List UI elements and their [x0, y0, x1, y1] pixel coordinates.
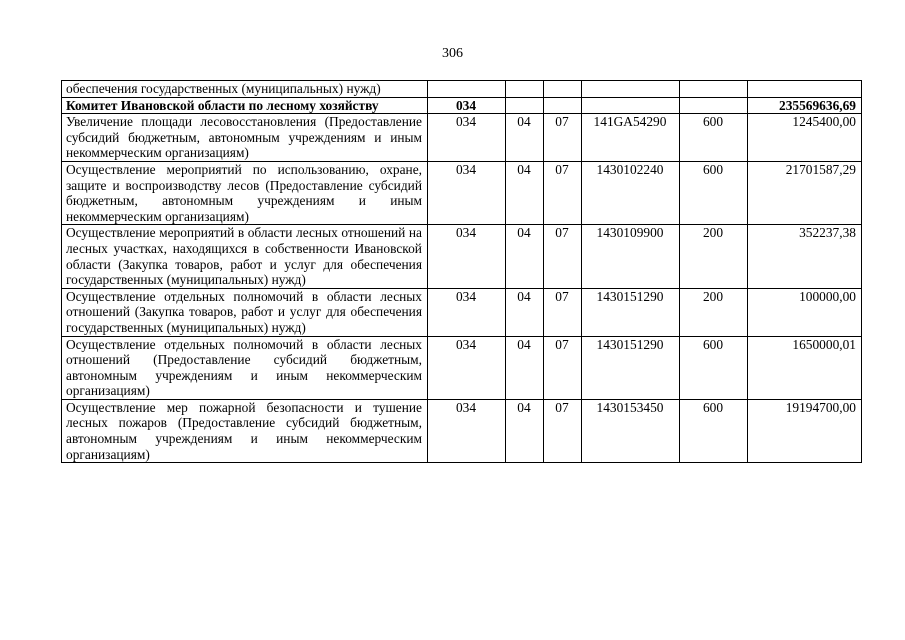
- item-name-line: работ и услуг для обеспечения государственных: [66, 256, 422, 288]
- amount-cell: 235569636,69: [748, 97, 862, 114]
- amount-cell: 1245400,00: [748, 114, 862, 162]
- item-name-line: нужд): [271, 319, 306, 335]
- item-name-cell: [62, 399, 428, 462]
- item-name-line: отношений на лесных участках, находящихся в: [66, 225, 422, 256]
- target-article-cell: 1430151290: [582, 336, 680, 399]
- table-row: [62, 225, 862, 288]
- expense-type-cell: 200: [680, 225, 748, 288]
- admin-code-cell: 034: [428, 399, 506, 462]
- item-name-line: обеспечения государственных (муниципальных): [66, 81, 344, 96]
- item-name-cell: [62, 114, 428, 162]
- item-name-line: тушение лесных пожаров (Предоставление субсидий: [66, 399, 422, 431]
- table-row: [62, 161, 862, 224]
- admin-code-cell: 034: [428, 161, 506, 224]
- item-name-line: Осуществление отдельных полномочий в области: [66, 336, 372, 352]
- item-name-line: нужд): [346, 81, 381, 96]
- item-name-cell: [62, 161, 428, 224]
- item-name-line: Осуществление мероприятий в области лесных: [66, 225, 338, 241]
- amount-cell: 1650000,01: [748, 336, 862, 399]
- section-cell: [506, 97, 544, 114]
- item-name-line: некоммерческим организациям): [66, 367, 422, 399]
- admin-code-cell: 034: [428, 288, 506, 336]
- section-cell: 04: [506, 288, 544, 336]
- item-name-line: некоммерческим организациям): [66, 431, 422, 462]
- item-name-line: для обеспечения государственных (муниципальных): [66, 304, 423, 335]
- expense-type-cell: [680, 81, 748, 98]
- item-name-line: (муниципальных) нужд): [166, 272, 306, 288]
- expense-type-cell: 600: [680, 336, 748, 399]
- item-name-line: бюджетным, автономным учреждениям и иным: [66, 415, 422, 447]
- item-name-line: Осуществление мер пожарной безопасности и: [66, 399, 362, 415]
- amount-cell: 21701587,29: [748, 161, 862, 224]
- subsection-cell: 07: [544, 225, 582, 288]
- section-cell: 04: [506, 161, 544, 224]
- table-body: [62, 81, 862, 463]
- item-name-line: охране, защите и воспроизводству лесов: [66, 161, 422, 193]
- item-name-line: (Предоставление субсидий бюджетным, автономным: [66, 114, 422, 145]
- section-cell: 04: [506, 336, 544, 399]
- admin-code-cell: 034: [428, 225, 506, 288]
- target-article-cell: 1430151290: [582, 288, 680, 336]
- section-cell: [506, 81, 544, 98]
- amount-cell: 19194700,00: [748, 399, 862, 462]
- table-row: [62, 336, 862, 399]
- item-name-cell: [62, 81, 428, 98]
- amount-cell: 352237,38: [748, 225, 862, 288]
- budget-table: [61, 80, 862, 463]
- subsection-cell: [544, 97, 582, 114]
- section-cell: 04: [506, 225, 544, 288]
- item-name-line: учреждениям и иным некоммерческим организациям): [66, 129, 422, 161]
- admin-code-cell: 034: [428, 336, 506, 399]
- expense-type-cell: 600: [680, 114, 748, 162]
- subsection-cell: [544, 81, 582, 98]
- admin-code-cell: [428, 81, 506, 98]
- expense-type-cell: 600: [680, 399, 748, 462]
- subsection-cell: 07: [544, 288, 582, 336]
- item-name-line: (Предоставление субсидий бюджетным,: [66, 177, 422, 209]
- admin-code-cell: 034: [428, 114, 506, 162]
- target-article-cell: 141GA54290: [582, 114, 680, 162]
- table-row: [62, 399, 862, 462]
- item-name-cell: [62, 225, 428, 288]
- subsection-cell: 07: [544, 114, 582, 162]
- item-name-line: бюджетным, автономным учреждениям и иным: [66, 352, 422, 383]
- amount-cell: [748, 81, 862, 98]
- item-name-cell: [62, 288, 428, 336]
- subsection-cell: 07: [544, 161, 582, 224]
- item-name-cell: [62, 97, 428, 114]
- target-article-cell: 1430109900: [582, 225, 680, 288]
- section-cell: 04: [506, 114, 544, 162]
- subsection-cell: 07: [544, 399, 582, 462]
- item-name-line: Комитет Ивановской области по лесному: [66, 97, 316, 113]
- subsection-cell: 07: [544, 336, 582, 399]
- item-name-line: Увеличение площади лесовосстановления: [66, 114, 317, 130]
- item-name-line: Осуществление мероприятий по использованию,: [66, 161, 369, 177]
- target-article-cell: [582, 97, 680, 114]
- target-article-cell: [582, 81, 680, 98]
- item-name-line: собственности Ивановской области (Закупка товаров,: [66, 240, 422, 272]
- amount-cell: 100000,00: [748, 288, 862, 336]
- item-name-line: Осуществление отдельных полномочий в области: [66, 288, 372, 304]
- table-row: [62, 288, 862, 336]
- target-article-cell: 1430153450: [582, 399, 680, 462]
- expense-type-cell: 200: [680, 288, 748, 336]
- item-name-line: автономным учреждениям и иным некоммерческим: [66, 193, 422, 224]
- item-name-line: лесных отношений (Закупка товаров, работ и услуг: [66, 288, 422, 320]
- table-row: [62, 81, 862, 98]
- expense-type-cell: [680, 97, 748, 114]
- item-name-line: лесных отношений (Предоставление субсидий: [66, 336, 422, 368]
- expense-type-cell: 600: [680, 161, 748, 224]
- table-row: [62, 114, 862, 162]
- item-name-line: хозяйству: [319, 97, 379, 113]
- target-article-cell: 1430102240: [582, 161, 680, 224]
- admin-code-cell: 034: [428, 97, 506, 114]
- item-name-line: организациям): [165, 208, 249, 224]
- item-name-cell: [62, 336, 428, 399]
- table-row: [62, 97, 862, 114]
- page-number: 306: [442, 46, 463, 61]
- section-cell: 04: [506, 399, 544, 462]
